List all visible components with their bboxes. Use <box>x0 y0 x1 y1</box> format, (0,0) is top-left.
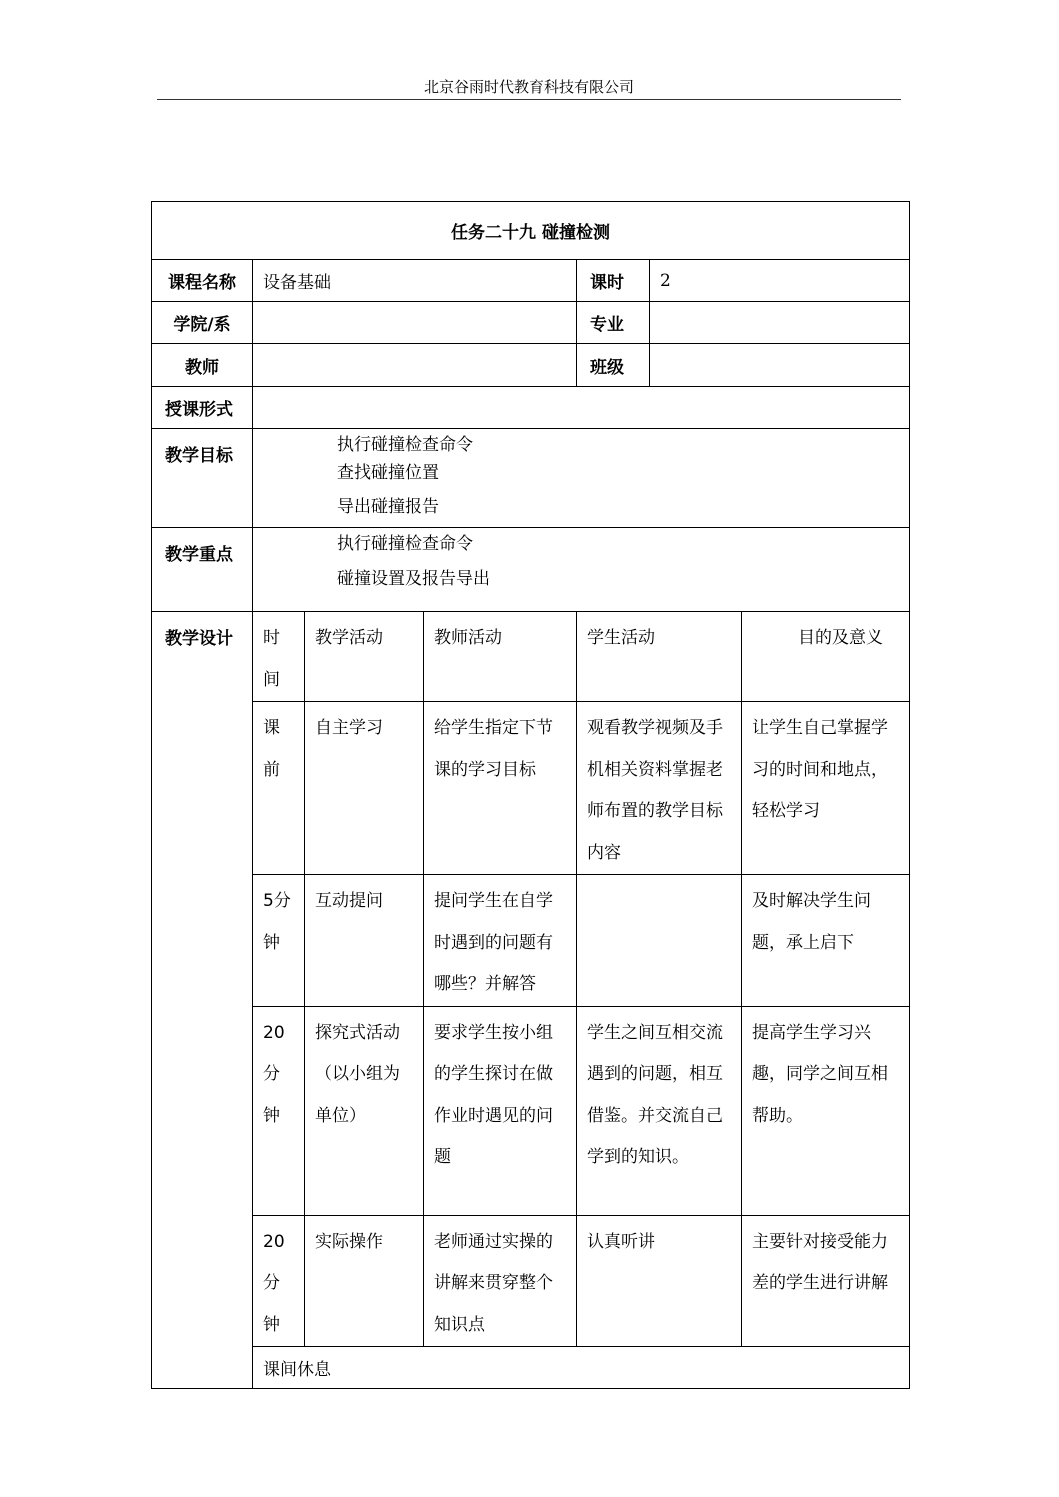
teacher-label: 教师 <box>152 344 253 387</box>
major-label: 专业 <box>577 302 650 344</box>
class-label: 班级 <box>577 344 650 387</box>
design-header-teacher: 教师活动 <box>424 612 577 702</box>
design-header-activity: 教学活动 <box>305 612 424 702</box>
row-student: 认真听讲 <box>577 1215 742 1347</box>
row-purpose: 让学生自己掌握学习的时间和地点，轻松学习 <box>742 702 910 875</box>
row-activity: 互动提问 <box>305 875 424 1007</box>
key-point-item: 执行碰撞检查命令 <box>337 534 473 554</box>
objectives-list <box>253 429 910 528</box>
college-label: 学院/系 <box>152 302 253 344</box>
row-time: 5分钟 <box>253 875 305 1007</box>
key-points-list <box>253 528 910 612</box>
lesson-title: 任务二十九 碰撞检测 <box>152 202 910 260</box>
row-purpose: 主要针对接受能力差的学生进行讲解 <box>742 1215 910 1347</box>
row-teacher: 老师通过实操的讲解来贯穿整个知识点 <box>424 1215 577 1347</box>
row-teacher: 要求学生按小组的学生探讨在做作业时遇见的问题 <box>424 1006 577 1215</box>
course-name-label: 课程名称 <box>152 260 253 302</box>
college-value <box>253 302 577 344</box>
major-value <box>650 302 910 344</box>
row-activity: 自主学习 <box>305 702 424 875</box>
objective-item: 查找碰撞位置 <box>337 463 439 483</box>
lesson-plan-table <box>151 201 910 1389</box>
row-purpose: 提高学生学习兴趣，同学之间互相帮助。 <box>742 1006 910 1215</box>
hours-value: 2 <box>650 260 910 302</box>
design-header-time: 时间 <box>253 612 305 702</box>
teaching-form-value <box>253 387 910 429</box>
design-header-student: 学生活动 <box>577 612 742 702</box>
row-time: 20分钟 <box>253 1215 305 1347</box>
row-purpose: 及时解决学生问题，承上启下 <box>742 875 910 1007</box>
company-header: 北京谷雨时代教育科技有限公司 <box>423 78 634 96</box>
teaching-form-label: 授课形式 <box>152 387 253 429</box>
row-student <box>577 875 742 1007</box>
teacher-value <box>253 344 577 387</box>
objective-item: 执行碰撞检查命令 <box>337 435 473 455</box>
hours-label: 课时 <box>577 260 650 302</box>
design-header-purpose: 目的及意义 <box>742 612 910 702</box>
row-activity: 实际操作 <box>305 1215 424 1347</box>
row-student: 观看教学视频及手机相关资料掌握老师布置的教学目标内容 <box>577 702 742 875</box>
objectives-label: 教学目标 <box>152 429 253 528</box>
class-value <box>650 344 910 387</box>
class-break: 课间休息 <box>253 1347 910 1389</box>
row-teacher: 给学生指定下节课的学习目标 <box>424 702 577 875</box>
design-label: 教学设计 <box>152 612 253 1389</box>
row-teacher: 提问学生在自学时遇到的问题有哪些？并解答 <box>424 875 577 1007</box>
row-activity: 探究式活动（以小组为单位） <box>305 1006 424 1215</box>
row-student: 学生之间互相交流遇到的问题，相互借鉴。并交流自己学到的知识。 <box>577 1006 742 1215</box>
key-point-item: 碰撞设置及报告导出 <box>337 569 490 589</box>
row-time: 20分钟 <box>253 1006 305 1215</box>
objective-item: 导出碰撞报告 <box>337 497 439 517</box>
header-divider <box>157 99 901 100</box>
key-points-label: 教学重点 <box>152 528 253 612</box>
row-time: 课前 <box>253 702 305 875</box>
course-name-value: 设备基础 <box>253 260 577 302</box>
